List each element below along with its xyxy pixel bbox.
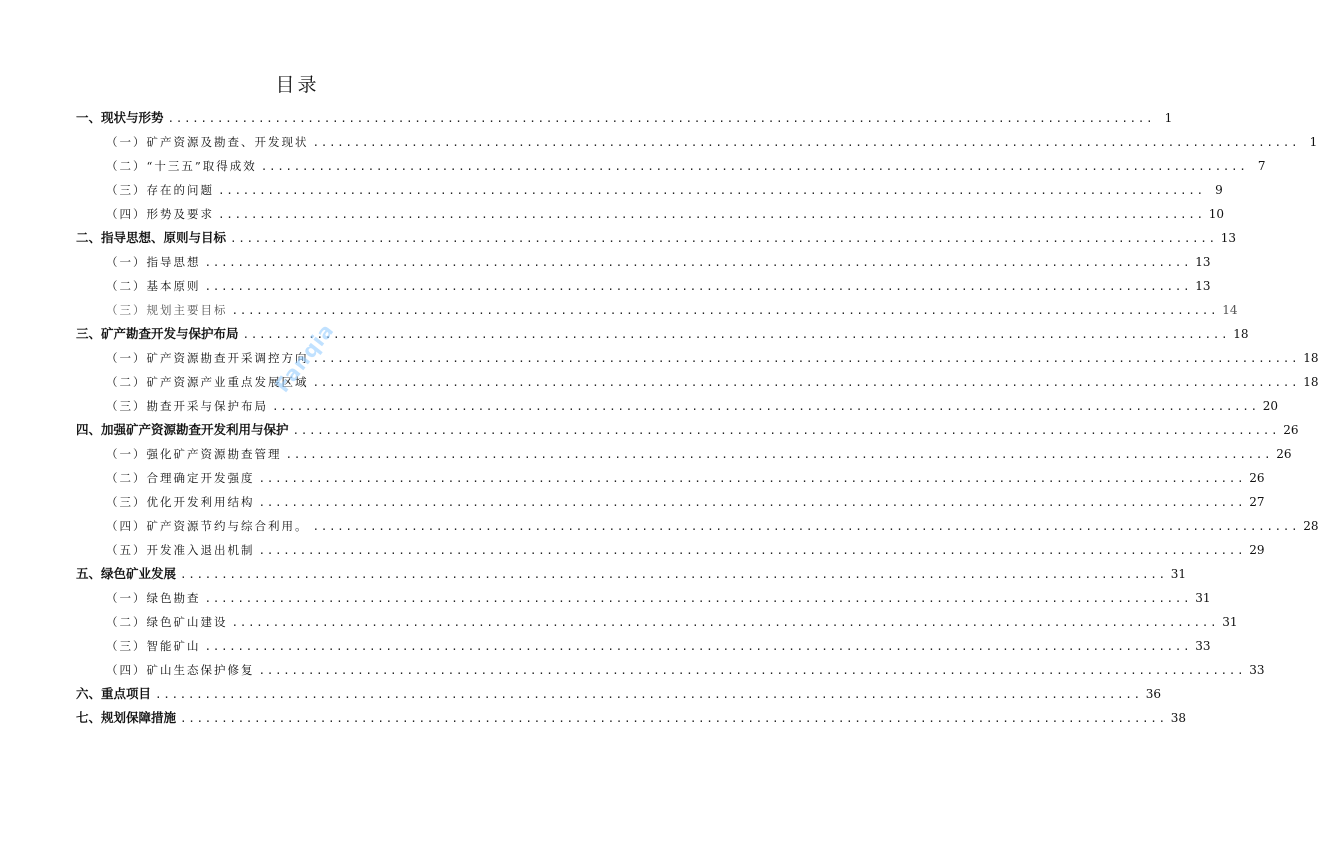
toc-entry-subsection[interactable] bbox=[106, 588, 1211, 608]
toc-entry-label: （一）绿色勘查 bbox=[106, 591, 201, 605]
toc-entry-page: 33 bbox=[1195, 639, 1211, 653]
toc-entry-subsection[interactable] bbox=[106, 372, 1319, 392]
toc-entry-page: 36 bbox=[1145, 687, 1162, 701]
toc-entry-page: 33 bbox=[1249, 663, 1265, 677]
toc-entry-page: 26 bbox=[1283, 423, 1299, 437]
toc-entry-page: 31 bbox=[1170, 567, 1187, 581]
toc-entry-subsection[interactable] bbox=[106, 540, 1265, 560]
dot-leader: ........................................................................................................................ bbox=[312, 520, 1300, 533]
toc-entry-page: 1 bbox=[1164, 111, 1173, 125]
dot-leader: ........................................................................................................................ bbox=[230, 232, 1217, 245]
toc-entry-page: 26 bbox=[1276, 447, 1292, 461]
toc-entry-label: （二）绿色矿山建设 bbox=[106, 615, 228, 629]
toc-entry-subsection[interactable] bbox=[106, 204, 1224, 224]
dot-leader: ........................................................................................................................ bbox=[155, 688, 1142, 701]
toc-entry-section[interactable] bbox=[76, 420, 1299, 440]
toc-entry-page: 14 bbox=[1222, 303, 1238, 317]
toc-entry-page: 26 bbox=[1249, 471, 1265, 485]
toc-entry-section[interactable] bbox=[76, 564, 1187, 584]
toc-entry-section[interactable] bbox=[76, 708, 1187, 728]
toc-entry-label: 七、规划保障措施 bbox=[76, 710, 177, 725]
toc-entry-page: 29 bbox=[1249, 543, 1265, 557]
toc-entry-page: 18 bbox=[1303, 351, 1319, 365]
dot-leader: ........................................................................................................................ bbox=[292, 424, 1280, 437]
toc-entry-subsection[interactable] bbox=[106, 492, 1265, 512]
toc-entry-page: 20 bbox=[1262, 399, 1278, 413]
toc-entry-subsection[interactable] bbox=[106, 468, 1265, 488]
dot-leader: ........................................................................................................................ bbox=[218, 184, 1205, 197]
toc-entry-section[interactable] bbox=[76, 108, 1173, 128]
toc-entry-label: （四）形势及要求 bbox=[106, 207, 214, 221]
dot-leader: ........................................................................................................................ bbox=[218, 208, 1205, 221]
dot-leader: ........................................................................................................................ bbox=[285, 448, 1273, 461]
toc-entry-label: 五、绿色矿业发展 bbox=[76, 566, 177, 581]
toc-entry-label: （三）智能矿山 bbox=[106, 639, 201, 653]
toc-entry-label: 六、重点项目 bbox=[76, 686, 152, 701]
toc-entry-page: 38 bbox=[1170, 711, 1187, 725]
toc-entry-label: （二）矿产资源产业重点发展区域 bbox=[106, 375, 309, 389]
toc-entry-page: 9 bbox=[1215, 183, 1223, 197]
toc-entry-page: 13 bbox=[1220, 231, 1237, 245]
toc-entry-subsection[interactable] bbox=[106, 252, 1211, 272]
toc-entry-label: 一、现状与形势 bbox=[76, 110, 164, 125]
toc-entry-label: （一）指导思想 bbox=[106, 255, 201, 269]
toc-entry-page: 13 bbox=[1195, 279, 1211, 293]
page-title: 目录 bbox=[275, 74, 320, 96]
toc-entry-label: （三）存在的问题 bbox=[106, 183, 214, 197]
toc-entry-section[interactable] bbox=[76, 324, 1249, 344]
dot-leader: ........................................................................................................................ bbox=[204, 256, 1192, 269]
toc-entry-page: 31 bbox=[1222, 615, 1238, 629]
dot-leader: ........................................................................................................................ bbox=[312, 352, 1300, 365]
dot-leader: ........................................................................................................................ bbox=[180, 712, 1167, 725]
toc-entry-page: 1 bbox=[1309, 135, 1318, 149]
dot-leader: ........................................................................................................................ bbox=[258, 544, 1246, 557]
toc-entry-label: （二）合理确定开发强度 bbox=[106, 471, 255, 485]
toc-entry-label: （四）矿山生态保护修复 bbox=[106, 663, 255, 677]
toc-entry-section[interactable] bbox=[76, 684, 1162, 704]
dot-leader: ........................................................................................................................ bbox=[242, 328, 1230, 341]
toc-entry-label: 二、指导思想、原则与目标 bbox=[76, 230, 227, 245]
toc-entry-subsection[interactable] bbox=[106, 516, 1319, 536]
dot-leader: ........................................................................................................................ bbox=[258, 496, 1246, 509]
dot-leader: ........................................................................................................................ bbox=[180, 568, 1167, 581]
toc-entry-subsection[interactable] bbox=[106, 156, 1266, 176]
toc-entry-subsection[interactable] bbox=[106, 276, 1211, 296]
toc-entry-subsection[interactable] bbox=[106, 612, 1238, 632]
toc-entry-label: （三）勘查开采与保护布局 bbox=[106, 399, 268, 413]
toc-entry-page: 18 bbox=[1303, 375, 1319, 389]
toc-entry-label: 四、加强矿产资源勘查开发利用与保护 bbox=[76, 422, 289, 437]
toc-entry-label: （二）基本原则 bbox=[106, 279, 201, 293]
toc-entry-subsection[interactable] bbox=[106, 180, 1223, 200]
toc-entry-label: （三）优化开发利用结构 bbox=[106, 495, 255, 509]
toc-entry-label: （一）矿产资源及勘查、开发现状 bbox=[106, 135, 309, 149]
dot-leader: ........................................................................................................................ bbox=[167, 112, 1155, 125]
dot-leader: ........................................................................................................................ bbox=[204, 280, 1192, 293]
toc-entry-subsection[interactable] bbox=[106, 444, 1292, 464]
watermark: Fanqia bbox=[270, 318, 339, 397]
toc-entry-label: （一）矿产资源勘查开采调控方向 bbox=[106, 351, 309, 365]
toc-entry-page: 31 bbox=[1195, 591, 1211, 605]
toc-entry-page: 10 bbox=[1208, 207, 1224, 221]
dot-leader: ........................................................................................................................ bbox=[231, 304, 1219, 317]
dot-leader: ........................................................................................................................ bbox=[312, 136, 1300, 149]
dot-leader: ........................................................................................................................ bbox=[312, 376, 1300, 389]
dot-leader: ........................................................................................................................ bbox=[231, 616, 1219, 629]
toc-entry-subsection[interactable] bbox=[106, 660, 1265, 680]
toc-entry-subsection[interactable] bbox=[106, 636, 1211, 656]
dot-leader: ........................................................................................................................ bbox=[204, 592, 1192, 605]
dot-leader: ........................................................................................................................ bbox=[258, 472, 1246, 485]
toc-entry-subsection[interactable] bbox=[106, 300, 1238, 320]
toc-entry-label: 三、矿产勘查开发与保护布局 bbox=[76, 326, 239, 341]
toc-entry-section[interactable] bbox=[76, 228, 1237, 248]
toc-entry-page: 27 bbox=[1249, 495, 1265, 509]
toc-entry-page: 28 bbox=[1303, 519, 1319, 533]
dot-leader: ........................................................................................................................ bbox=[204, 640, 1192, 653]
toc-entry-subsection[interactable] bbox=[106, 132, 1318, 152]
dot-leader: ........................................................................................................................ bbox=[260, 160, 1248, 173]
toc-entry-label: （四）矿产资源节约与综合利用。 bbox=[106, 519, 309, 533]
toc-entry-label: （五）开发准入退出机制 bbox=[106, 543, 255, 557]
toc-entry-page: 18 bbox=[1233, 327, 1249, 341]
toc-entry-label: （三）规划主要目标 bbox=[106, 303, 228, 317]
toc-entry-subsection[interactable] bbox=[106, 396, 1278, 416]
toc-entry-page: 13 bbox=[1195, 255, 1211, 269]
toc-entry-page: 7 bbox=[1257, 159, 1266, 173]
toc-entry-label: （一）强化矿产资源勘查管理 bbox=[106, 447, 282, 461]
toc-entry-label: （二）“十三五”取得成效 bbox=[106, 159, 257, 173]
dot-leader: ........................................................................................................................ bbox=[258, 664, 1246, 677]
dot-leader: ........................................................................................................................ bbox=[272, 400, 1259, 413]
